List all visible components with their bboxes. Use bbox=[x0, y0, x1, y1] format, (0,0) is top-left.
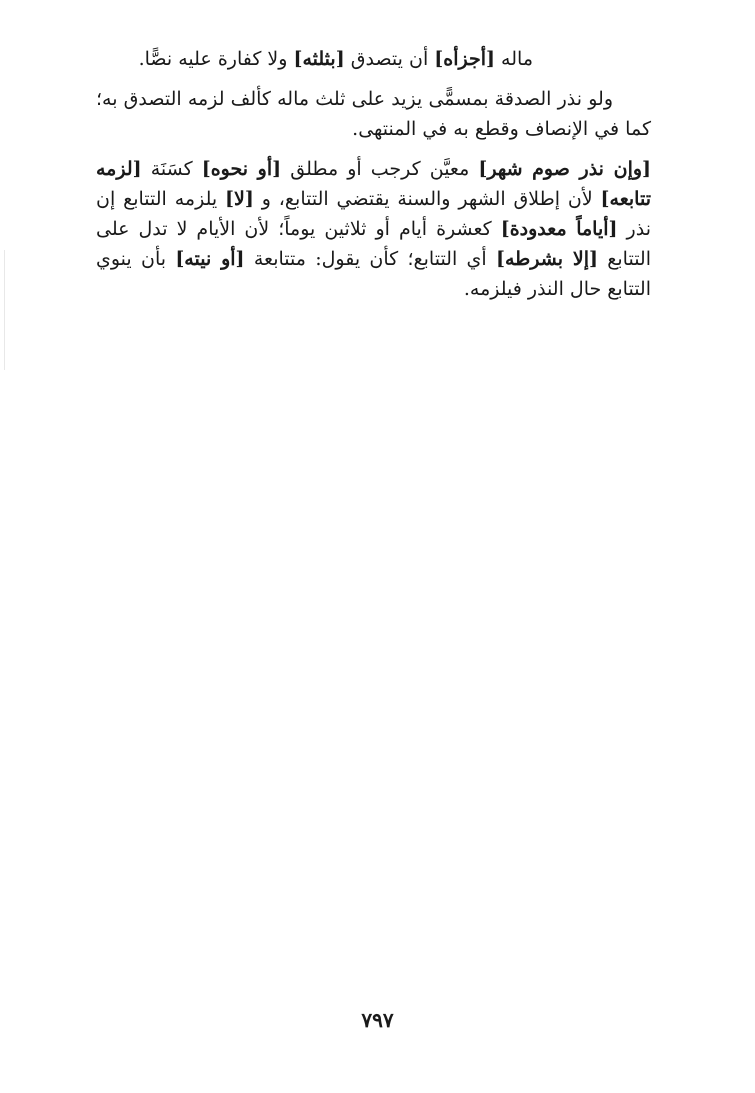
bracketed-term: [أياماً معدودة] bbox=[500, 218, 618, 240]
text-segment: ولا كفارة عليه نصًّا. bbox=[138, 48, 294, 70]
bracketed-term: [أو نحوه] bbox=[201, 158, 282, 180]
text-segment: كعشرة أيام أو ثلاثين يوماً؛ لأن الأيام لا تدل على التتابع bbox=[96, 218, 651, 270]
bracketed-term: [لا] bbox=[225, 188, 254, 210]
text-segment: يلزمه التتابع إن نذر bbox=[96, 188, 651, 240]
paragraph-1 bbox=[96, 44, 651, 74]
text-segment: لأن إطلاق الشهر والسنة يقتضي التتابع، و bbox=[253, 188, 601, 210]
page-body bbox=[96, 44, 651, 314]
text-segment: معيَّن كرجب أو مطلق bbox=[281, 158, 479, 180]
text-segment: كسَنَة bbox=[141, 158, 202, 180]
bracketed-term: [بثلثه] bbox=[293, 48, 345, 70]
page-number: ٧٩٧ bbox=[361, 1008, 394, 1032]
text-segment: أن يتصدق bbox=[344, 48, 435, 70]
bracketed-term: [أجزأه] bbox=[434, 48, 496, 70]
bracketed-term: [لزمه تتابعه] bbox=[96, 158, 651, 210]
text-segment: أي التتابع؛ كأن يقول: متتابعة bbox=[244, 248, 496, 270]
text-segment: بأن ينوي التتابع حال النذر فيلزمه. bbox=[96, 248, 651, 300]
bracketed-term: [أو نيته] bbox=[175, 248, 245, 270]
text-segment: ماله bbox=[495, 48, 533, 70]
scan-edge-mark bbox=[4, 250, 5, 370]
bracketed-term: [إلا بشرطه] bbox=[495, 248, 598, 270]
paragraph-2 bbox=[96, 84, 651, 144]
bracketed-term: [وإن نذر صوم شهر] bbox=[478, 158, 652, 180]
text-segment: ولو نذر الصدقة بمسمًّى يزيد على ثلث ماله كألف لزمه التصدق به؛ كما في الإنصاف وقطع به في المنتهى. bbox=[96, 88, 651, 140]
paragraph-3 bbox=[96, 154, 651, 304]
